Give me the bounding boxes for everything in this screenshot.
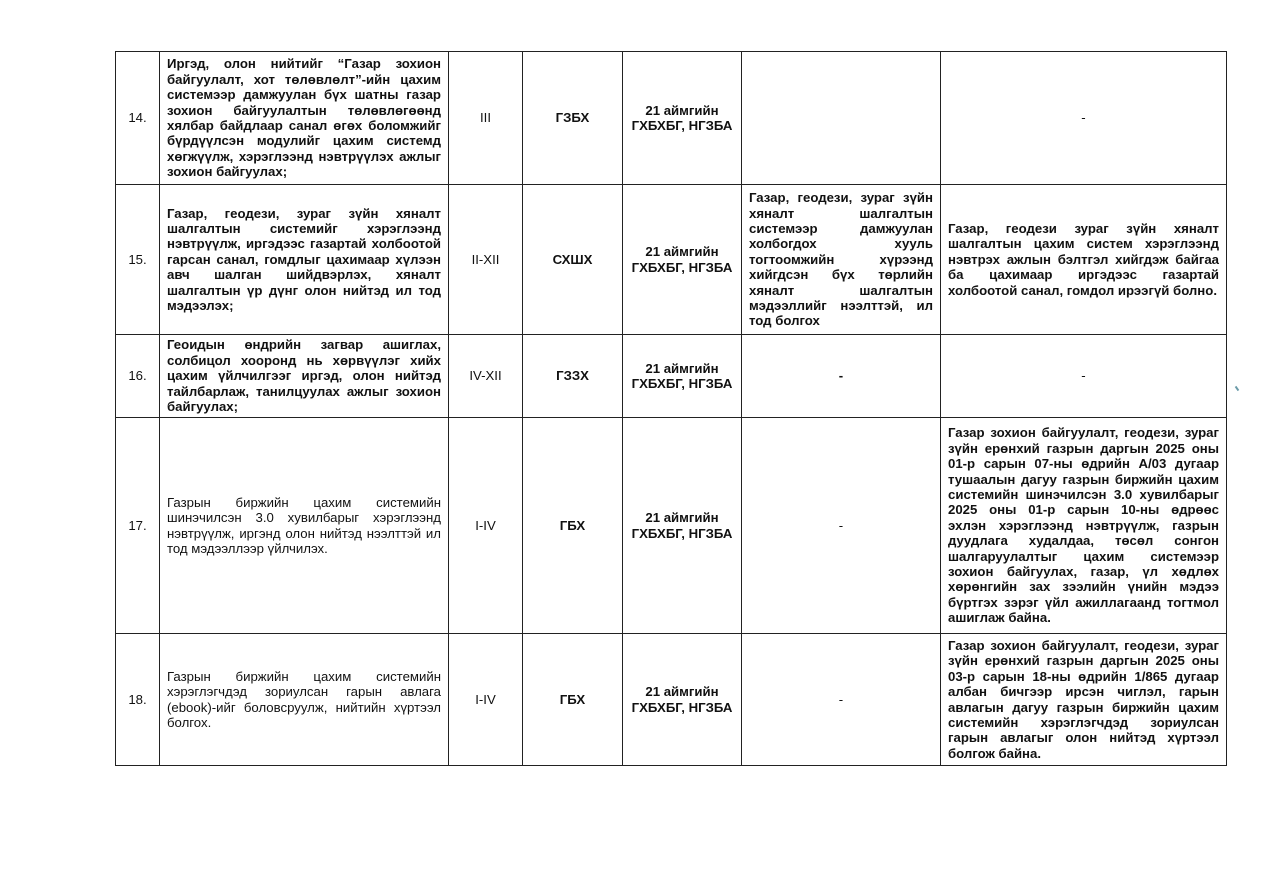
period: I-IV: [449, 418, 523, 634]
partner-organizations: 21 аймгийн ГХБХБГ, НГЗБА: [623, 335, 742, 418]
period: IV-XII: [449, 335, 523, 418]
action-description: Газрын биржийн цахим системийн шинэчилсэн 3.0 хувилбарыг хэрэглээнд нэвтрүүлж, иргэнд олон нийтэд нээлттэй ил тод мэдээллээр үйлчилэх.: [160, 418, 449, 634]
table-row: [116, 634, 1227, 766]
partner-organizations: 21 аймгийн ГХБХБГ, НГЗБА: [623, 52, 742, 185]
period: I-IV: [449, 634, 523, 766]
progress-report: -: [941, 335, 1227, 418]
action-description: Газар, геодези, зураг зүйн хяналт шалгалтын системийг хэрэглээнд нэвтрүүлж, иргэдээс газартай холбоотой гарсан санал, гомдлыг цахимаар хүлээн авч шалган шийдвэрлэх, хяналт шалгалтын үр дүнг олон нийтэд ил тод мэдээлэх;: [160, 185, 449, 335]
progress-report: Газар зохион байгуулалт, геодези, зураг зүйн ерөнхий газрын даргын 2025 оны 01-р сарын 07-ны өдрийн А/03 дугаар тушаалын дагуу газрын биржийн цахим системийн шинэчилсэн 3.0 хувилбарыг 2025 оны 01-р сарын 10-ны өдрөөс эхлэн хэрэглээнд нэвтрүүлж, газрын дуудлага худалдаа, төсөл сонгон шалгаруулалтыг цахим системээр зохион байгуулах, газар, үл хөдлөх хөрөнгийн зах зээлийн үнийн мэдээ бүртгэх зэрэг үйл ажиллагаанд тогтмол ашиглаж байна.: [941, 418, 1227, 634]
table-row: [116, 185, 1227, 335]
responsible-unit: ГЗБХ: [523, 52, 623, 185]
row-number: 18.: [116, 634, 160, 766]
period: II-XII: [449, 185, 523, 335]
row-number: 15.: [116, 185, 160, 335]
progress-report: Газар зохион байгуулалт, геодези, зураг зүйн ерөнхий газрын даргын 2025 оны 03-р сарын 18-ны өдрийн 1/865 дугаар албан бичгээр ирсэн чиглэл, гарын авлагын дагуу газрын биржийн цахим системийн хэрэглэгчдэд зориулсан гарын авлагыг олон нийтэд хүртээл болгож байна.: [941, 634, 1227, 766]
expected-outcome: -: [742, 335, 941, 418]
expected-outcome: Газар, геодези, зураг зүйн хяналт шалгалтын системээр дамжуулан холбогдох хууль тогтоомжийн хүрээнд хийгдсэн бүх төрлийн хяналт шалгалтын мэдээллийг нээлттэй, ил тод болгох: [742, 185, 941, 335]
row-number: 17.: [116, 418, 160, 634]
responsible-unit: ГБХ: [523, 634, 623, 766]
period: III: [449, 52, 523, 185]
expected-outcome: -: [742, 418, 941, 634]
action-description: Геоидын өндрийн загвар ашиглах, солбицол хооронд нь хөрвүүлэг хийх цахим үйлчилгээг иргэд, олон нийтэд тайлбарлаж, танилцуулах ажлыг зохион байгуулах;: [160, 335, 449, 418]
partner-organizations: 21 аймгийн ГХБХБГ, НГЗБА: [623, 185, 742, 335]
action-description: Иргэд, олон нийтийг “Газар зохион байгуулалт, хот төлөвлөлт”-ийн цахим системээр дамжуулан бүх шатны газар зохион байгуулалтын төлөвлөгөөнд хялбар байдлаар санал өгөх боломжийг бүрдүүлсэн модулийг цахим системд хөгжүүлж, хэрэглээнд нэвтрүүлэх ажлыг зохион байгуулах;: [160, 52, 449, 185]
responsible-unit: ГЗЗХ: [523, 335, 623, 418]
expected-outcome: -: [742, 634, 941, 766]
responsible-unit: ГБХ: [523, 418, 623, 634]
row-number: 16.: [116, 335, 160, 418]
responsible-unit: СХШХ: [523, 185, 623, 335]
table-row: [116, 418, 1227, 634]
table-row: [116, 335, 1227, 418]
partner-organizations: 21 аймгийн ГХБХБГ, НГЗБА: [623, 634, 742, 766]
partner-organizations: 21 аймгийн ГХБХБГ, НГЗБА: [623, 418, 742, 634]
scan-mark: [1235, 386, 1240, 391]
expected-outcome: [742, 52, 941, 185]
action-plan-table: [115, 51, 1227, 766]
table-row: [116, 52, 1227, 185]
progress-report: Газар, геодези зураг зүйн хяналт шалгалтын цахим систем хэрэглээнд нэвтрэх ажлын бэлтгэл хийгдэж байгаа ба цахимаар иргэдээс газартай холбоотой санал, гомдол ирээгүй болно.: [941, 185, 1227, 335]
row-number: 14.: [116, 52, 160, 185]
action-description: Газрын биржийн цахим системийн хэрэглэгчдэд зориулсан гарын авлага (ebook)-ийг боловсруулж, нийтийн хүртээл болгох.: [160, 634, 449, 766]
progress-report: -: [941, 52, 1227, 185]
